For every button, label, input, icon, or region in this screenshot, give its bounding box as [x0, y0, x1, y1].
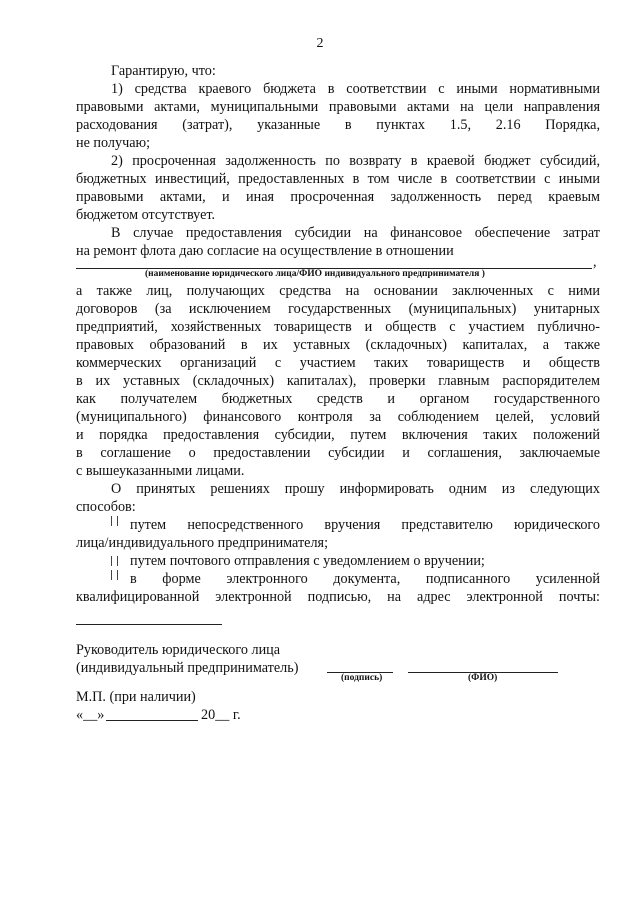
item1-line: не получаю;	[76, 135, 151, 151]
item1-line: расходования (затрат), указанные в пунктах 1.5, 2.16 Порядка,	[76, 117, 600, 133]
signer-title: Руководитель юридического лица	[76, 642, 281, 658]
consent-line: на ремонт флота даю согласие на осуществление в отношении	[76, 243, 454, 259]
consent-continuation: договоров (за исключением государственных (муниципальных) унитарных	[76, 301, 600, 317]
option-text: лица/индивидуального предпринимателя;	[76, 535, 329, 551]
item1-line: правовыми актами, муниципальными правовыми актами на цели направления	[76, 99, 600, 115]
guarantee-intro: Гарантирую, что:	[111, 63, 216, 79]
seal-label: М.П. (при наличии)	[76, 689, 196, 705]
date-month-blank[interactable]	[106, 720, 198, 721]
consent-continuation: правовых образований в их уставных (складочных) капиталах, а также	[76, 337, 600, 353]
item1-line: 1) средства краевого бюджета в соответствии с иными нормативными	[111, 81, 600, 97]
option-personal-delivery[interactable]	[111, 516, 600, 534]
signer-subtitle: (индивидуальный предприниматель)	[76, 660, 299, 676]
option-text: путем почтового отправления с уведомлением о вручении;	[130, 553, 485, 569]
item2-line: правовыми актами, и иная просроченная задолженность перед краевым	[76, 189, 600, 205]
notify-line: О принятых решениях прошу информировать одним из следующих	[111, 481, 600, 497]
checkbox-icon[interactable]	[111, 516, 118, 526]
consent-continuation: (муниципального) финансового контроля за соблюдением целей, условий	[76, 409, 600, 425]
consent-continuation: в соглашение о предоставлении субсидии и соглашения, заключаемые	[76, 445, 600, 461]
consent-continuation: как получателем бюджетных средств и органом государственного	[76, 391, 600, 407]
notify-line: способов:	[76, 499, 136, 515]
checkbox-icon[interactable]	[111, 556, 118, 566]
option-text: в форме электронного документа, подписанного усиленной	[130, 571, 600, 587]
full-name-caption: (ФИО)	[468, 673, 498, 683]
checkbox-icon[interactable]	[111, 570, 118, 580]
option-electronic[interactable]	[111, 570, 600, 588]
consent-continuation: и порядка предоставления субсидии, путем включения таких положений	[76, 427, 600, 443]
consent-continuation: с вышеуказанными лицами.	[76, 463, 245, 479]
option-postal[interactable]	[111, 552, 600, 570]
option-text: путем непосредственного вручения представителю юридического	[130, 517, 600, 533]
option-text: квалифицированной электронной подписью, на адрес электронной почты:	[76, 589, 600, 605]
consent-continuation: коммерческих организаций с участием таких товариществ и обществ	[76, 355, 600, 371]
entity-name-caption: (наименование юридического лица/ФИО индивидуального предпринимателя )	[145, 269, 485, 279]
date-day: «__»	[76, 707, 105, 723]
item2-line: 2) просроченная задолженность по возврату в краевой бюджет субсидий,	[111, 153, 600, 169]
consent-continuation: в их уставных (складочных) капиталах), проверки главным распорядителем	[76, 373, 600, 389]
item2-line: бюджетных инвестиций, предоставленных в том числе в соответствии с иными	[76, 171, 600, 187]
consent-continuation: предприятий, хозяйственных товариществ и обществ с участием публично-	[76, 319, 600, 335]
consent-line: В случае предоставления субсидии на финансовое обеспечение затрат	[111, 225, 600, 241]
signature-caption: (подпись)	[341, 673, 383, 683]
date-year: 20__ г.	[201, 707, 241, 723]
email-blank[interactable]	[76, 624, 222, 625]
page-number: 2	[316, 36, 324, 51]
consent-continuation: а также лиц, получающих средства на основании заключенных с ними	[76, 283, 600, 299]
blank-suffix: ,	[593, 254, 597, 270]
item2-line: бюджетом отсутствует.	[76, 207, 216, 223]
